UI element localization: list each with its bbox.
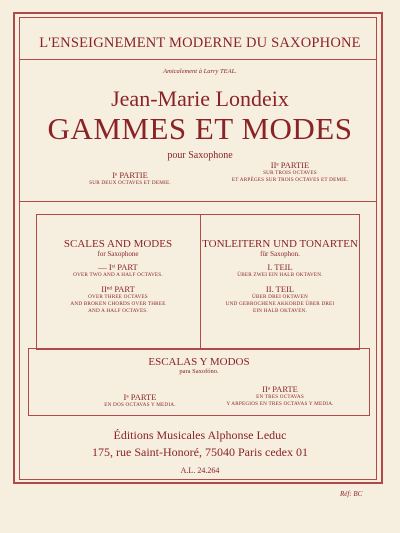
main-title: GAMMES ET MODES bbox=[47, 111, 353, 146]
spanish-part1-label: Iᵃ PARTE bbox=[123, 392, 157, 402]
english-part2-desc-1: OVER THREE OCTAVES bbox=[88, 294, 148, 300]
german-part2-desc-2: UND GEBROCHENE AKKORDE ÜBER DREI bbox=[225, 301, 335, 307]
series-rule bbox=[20, 59, 377, 60]
spanish-part1 bbox=[70, 392, 210, 409]
spanish-part2-label: IIᵃ PARTE bbox=[262, 384, 298, 394]
dedication: Amicalement à Larry TEAL. bbox=[163, 68, 237, 75]
catalog-number: A.L. 24.264 bbox=[180, 466, 220, 475]
spanish-part2-desc-2: Y ARPEGIOS EN TRES OCTAVAS Y MEDIA. bbox=[226, 401, 334, 407]
german-part2-desc-3: EIN HALB OKTAVEN. bbox=[252, 308, 308, 314]
english-part2-label: IIⁿᵈ PART bbox=[101, 284, 135, 294]
english-title: SCALES AND MODES bbox=[63, 238, 173, 250]
german-part2-desc-1: ÜBER DREI OKTAVEN bbox=[252, 294, 308, 300]
publisher-address: 175, rue Saint-Honoré, 75040 Paris cedex 01 bbox=[92, 445, 308, 459]
spanish-sub: para Saxofóno. bbox=[179, 368, 219, 375]
spanish-part2 bbox=[195, 384, 365, 408]
french-part1 bbox=[50, 170, 210, 187]
section-rule bbox=[20, 201, 377, 202]
spanish-part1-desc: EN DOS OCTAVAS Y MEDIA. bbox=[104, 402, 176, 408]
german-part1-label: I. TEIL bbox=[267, 262, 293, 272]
english-part1-desc: OVER TWO AND A HALF OCTAVES. bbox=[73, 272, 163, 278]
spanish-title: ESCALAS Y MODOS bbox=[148, 356, 250, 368]
german-section bbox=[200, 238, 360, 315]
french-part1-label: Iᵉ PARTIE bbox=[112, 170, 148, 180]
german-part1-desc: ÜBER ZWEI EIN HALB OKTAVEN. bbox=[237, 272, 323, 278]
reference-code: Réf: BC bbox=[340, 490, 363, 498]
author-name: Jean-Marie Londeix bbox=[111, 86, 289, 111]
french-part2-desc-2: ET ARPÈGES SUR TROIS OCTAVES ET DEMIE. bbox=[231, 177, 349, 183]
publisher-name: Éditions Musicales Alphonse Leduc bbox=[113, 428, 287, 442]
french-part1-desc: SUR DEUX OCTAVES ET DEMIE. bbox=[89, 180, 171, 186]
spanish-part2-desc-1: EN TRES OCTAVAS bbox=[256, 394, 304, 400]
english-part1-label: — Iˢᵗ PART bbox=[98, 262, 138, 272]
english-section bbox=[36, 238, 200, 315]
french-part2-label: IIᵉ PARTIE bbox=[270, 160, 310, 170]
french-part2-desc-1: SUR TROIS OCTAVES bbox=[263, 170, 317, 176]
spanish-header bbox=[28, 356, 370, 375]
series-title: L'ENSEIGNEMENT MODERNE DU SAXOPHONE bbox=[39, 35, 361, 51]
english-part2-desc-3: AND A HALF OCTAVES. bbox=[88, 308, 148, 314]
german-title: TONLEITERN UND TONARTEN bbox=[202, 238, 358, 250]
german-sub: für Saxophon. bbox=[260, 250, 300, 258]
english-sub: for Saxophone bbox=[97, 250, 139, 258]
french-part2 bbox=[190, 160, 390, 184]
subtitle: pour Saxophone bbox=[167, 150, 233, 161]
english-part2-desc-2: AND BROKEN CHORDS OVER THREE bbox=[70, 301, 166, 307]
german-part2-label: II. TEIL bbox=[265, 284, 295, 294]
